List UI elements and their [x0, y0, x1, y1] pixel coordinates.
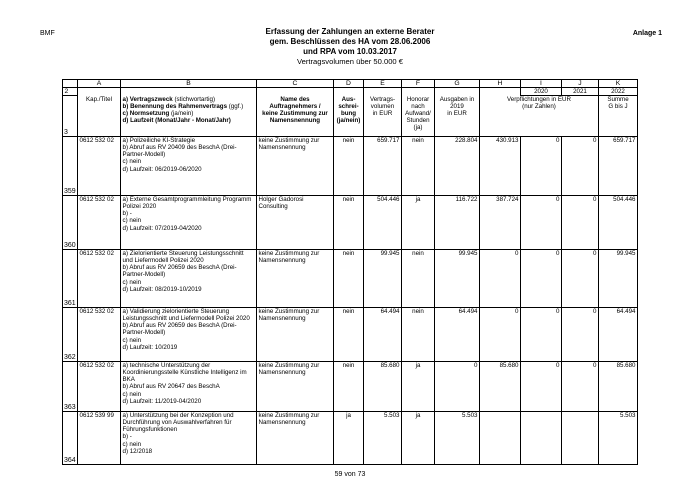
header-contractor	[257, 96, 334, 137]
header-line: (nur Zahlen)	[522, 103, 556, 111]
table-row	[63, 137, 638, 196]
header-desc-line: c) Normsetzung (ja/nein)	[122, 109, 194, 117]
col-letter: J	[562, 80, 599, 88]
title-line-1: Erfassung der Zahlungen an externe Berater	[265, 27, 435, 36]
cell-contract-volume: 85.680	[364, 362, 402, 412]
title-line-2: gem. Beschlüssen des HA vom 28.06.2006	[269, 37, 431, 46]
header-kap-titel: Kap./Titel	[78, 96, 121, 137]
cell-fee: nein	[402, 250, 435, 308]
header-line: (ja)	[413, 124, 423, 132]
cell-expenses-2019: 99.945	[435, 250, 480, 308]
header-line: Honorar	[406, 95, 430, 103]
header-line: Aus-	[341, 95, 356, 103]
col-letter: K	[599, 80, 638, 88]
cell-contractor: keine Zustimmung zur Namensnennung	[257, 412, 334, 465]
year-2020: 2020	[521, 88, 562, 96]
header-line: Namensnennung	[269, 116, 321, 124]
cell-obligation-2021	[521, 412, 562, 465]
header-obligations	[480, 96, 599, 137]
cell-obligation-2020: 387.724	[480, 196, 521, 250]
cell-expenses-2019: 64.494	[435, 308, 480, 362]
cell-kap-titel: 0612 532 02	[78, 362, 121, 412]
header-line: Auftragnehmers /	[269, 102, 321, 110]
cell-expenses-2019: 116.722	[435, 196, 480, 250]
table-row	[63, 196, 638, 250]
cell-expenses-2019: 0	[435, 362, 480, 412]
row-number: 359	[63, 137, 78, 196]
cell-obligation-2022: 0	[562, 308, 599, 362]
cell-sum: 64.494	[599, 308, 638, 362]
header-line: Vertrags-	[369, 95, 396, 103]
cell-tender: nein	[334, 196, 364, 250]
cell-obligation-2022: 0	[562, 362, 599, 412]
cell-sum: 99.945	[599, 250, 638, 308]
cell-obligation-2021: 0	[521, 308, 562, 362]
cell-fee: ja	[402, 362, 435, 412]
cell-tender: ja	[334, 412, 364, 465]
header-line: volumen	[370, 102, 395, 110]
cell-description: a) Zielorientierte Steuerung Leistungsschnitt und Liefermodell Polizei 2020 b) Abruf aus RV 20659 des BeschA (Drei-Partner-Modell) c) nein d) Laufzeit: 08/2019-10/2019	[121, 250, 257, 308]
header-line: bung	[340, 109, 357, 117]
row-number: 362	[63, 308, 78, 362]
cell-kap-titel: 0612 532 02	[78, 196, 121, 250]
cell-obligation-2020: 0	[480, 308, 521, 362]
row-number: 364	[63, 412, 78, 465]
table-row	[63, 308, 638, 362]
header-line: Verpflichtungen in EUR	[507, 96, 571, 104]
payments-table	[62, 79, 638, 465]
corner-cell	[63, 80, 78, 88]
cell-obligation-2020: 430.913	[480, 137, 521, 196]
cell-expenses-2019: 5.503	[435, 412, 480, 465]
header-sum	[599, 96, 638, 137]
cell-obligation-2021: 0	[521, 137, 562, 196]
cell-obligation-2020	[480, 412, 521, 465]
cell-tender: nein	[334, 308, 364, 362]
cell-description: a) Polizeiliche KI-Strategie b) Abruf aus RV 20409 des BeschA (Drei-Partner-Modell) c) nein d) Laufzeit: 06/2019-06/2020	[121, 137, 257, 196]
row-number: 3	[63, 96, 78, 137]
cell-tender: nein	[334, 250, 364, 308]
row-number: 361	[63, 250, 78, 308]
header-line: Aufwand/	[405, 109, 431, 117]
cell-fee: ja	[402, 412, 435, 465]
header-desc-line: b) Benennung des Rahmenvertrags (ggf.)	[122, 102, 244, 110]
cell-obligation-2021: 0	[521, 362, 562, 412]
cell-description: a) Validierung zielorientierte Steuerung Leistungsschnitt und Liefermodell Polizei 2020 b) Abruf aus RV 20659 des BeschA (Drei-Partner-Modell) c) nein d) Laufzeit: 10/2019	[121, 308, 257, 362]
cell-fee: nein	[402, 308, 435, 362]
cell-obligation-2022: 0	[562, 196, 599, 250]
row-number: 363	[63, 362, 78, 412]
table-row	[63, 412, 638, 465]
year-2022: 2022	[599, 88, 638, 96]
title-line-3: und RPA vom 10.03.2017	[303, 47, 397, 56]
col-letter: A	[78, 80, 121, 88]
cell-kap-titel: 0612 539 99	[78, 412, 121, 465]
cell-description: a) technische Unterstützung der Koordinierungsstelle Künstliche Intelligenz im BKA b) Abruf aus RV 20647 des BeschA c) nein d) Laufzeit: 11/2019-04/2020	[121, 362, 257, 412]
cell-contract-volume: 659.717	[364, 137, 402, 196]
header-line: Name des	[280, 95, 310, 103]
col-letter: G	[435, 80, 480, 88]
cell-obligation-2022	[562, 412, 599, 465]
cell-fee: nein	[402, 137, 435, 196]
cell-obligation-2021: 0	[521, 196, 562, 250]
cell-description: a) Unterstützung bei der Konzeption und Durchführung von Auswahlverfahren für Führungsfunktionen b) - c) nein d) 12/2018	[121, 412, 257, 465]
cell-fee: ja	[402, 196, 435, 250]
cell-obligation-2022: 0	[562, 250, 599, 308]
cell-contract-volume: 99.945	[364, 250, 402, 308]
column-letter-row	[63, 80, 638, 88]
header-line: in EUR	[372, 109, 393, 117]
header-line: Summe	[607, 96, 629, 104]
col-letter: I	[521, 80, 562, 88]
header-expenses-2019	[435, 96, 480, 137]
cell-contractor: keine Zustimmung zur Namensnennung	[257, 362, 334, 412]
header-line: (ja/nein)	[336, 116, 361, 124]
row-number: 2	[63, 88, 78, 96]
header-contract-volume	[364, 96, 402, 137]
document-title	[0, 27, 700, 67]
cell-kap-titel: 0612 532 02	[78, 250, 121, 308]
header-line: nach	[411, 102, 425, 110]
cell-obligation-2022: 0	[562, 137, 599, 196]
year-2021: 2021	[562, 88, 599, 96]
table-row	[63, 362, 638, 412]
cell-sum: 504.446	[599, 196, 638, 250]
cell-obligation-2020: 0	[480, 250, 521, 308]
ministry-label: BMF	[40, 30, 55, 37]
cell-sum: 85.680	[599, 362, 638, 412]
header-line: in EUR	[447, 109, 467, 117]
col-letter: D	[334, 80, 364, 88]
table-row	[63, 250, 638, 308]
cell-obligation-2021: 0	[521, 250, 562, 308]
col-letter: E	[364, 80, 402, 88]
cell-tender: nein	[334, 137, 364, 196]
cell-sum: 5.503	[599, 412, 638, 465]
col-letter: B	[121, 80, 257, 88]
cell-contractor: keine Zustimmung zur Namensnennung	[257, 308, 334, 362]
cell-expenses-2019: 228.804	[435, 137, 480, 196]
col-letter: H	[480, 80, 521, 88]
cell-contract-volume: 64.494	[364, 308, 402, 362]
row-number: 360	[63, 196, 78, 250]
header-line: keine Zustimmung zur	[262, 109, 328, 117]
col-letter: F	[402, 80, 435, 88]
header-line: G bis J	[608, 103, 628, 111]
cell-contractor: keine Zustimmung zur Namensnennung	[257, 250, 334, 308]
appendix-label: Anlage 1	[632, 30, 662, 37]
year-row	[63, 88, 638, 96]
header-description	[121, 96, 257, 137]
header-line: schrei-	[338, 102, 359, 110]
header-line: Stunden	[406, 116, 430, 124]
cell-contractor: keine Zustimmung zur Namensnennung	[257, 137, 334, 196]
cell-contract-volume: 5.503	[364, 412, 402, 465]
header-row	[63, 96, 638, 137]
header-desc-line: a) Vertragszweck (stichwortartig)	[122, 95, 216, 103]
cell-description: a) Externe Gesamtprogrammleitung Programm Polizei 2020 b) - c) nein d) Laufzeit: 07/2019-04/2020	[121, 196, 257, 250]
header-line: Ausgaben in	[439, 95, 475, 103]
cell-contract-volume: 504.446	[364, 196, 402, 250]
col-letter: C	[257, 80, 334, 88]
cell-kap-titel: 0612 532 02	[78, 137, 121, 196]
header-fee	[402, 96, 435, 137]
header-line: 2019	[450, 102, 464, 110]
header-desc-line: d) Laufzeit (Monat/Jahr - Monat/Jahr)	[122, 116, 231, 124]
cell-kap-titel: 0612 532 02	[78, 308, 121, 362]
page-number: 59 von 73	[334, 471, 366, 478]
cell-contractor: Holger Gadorosi Consulting	[257, 196, 334, 250]
cell-sum: 659.717	[599, 137, 638, 196]
title-line-4: Vertragsvolumen über 50.000 €	[297, 57, 403, 66]
cell-obligation-2020: 85.680	[480, 362, 521, 412]
cell-tender: nein	[334, 362, 364, 412]
header-tender	[334, 96, 364, 137]
